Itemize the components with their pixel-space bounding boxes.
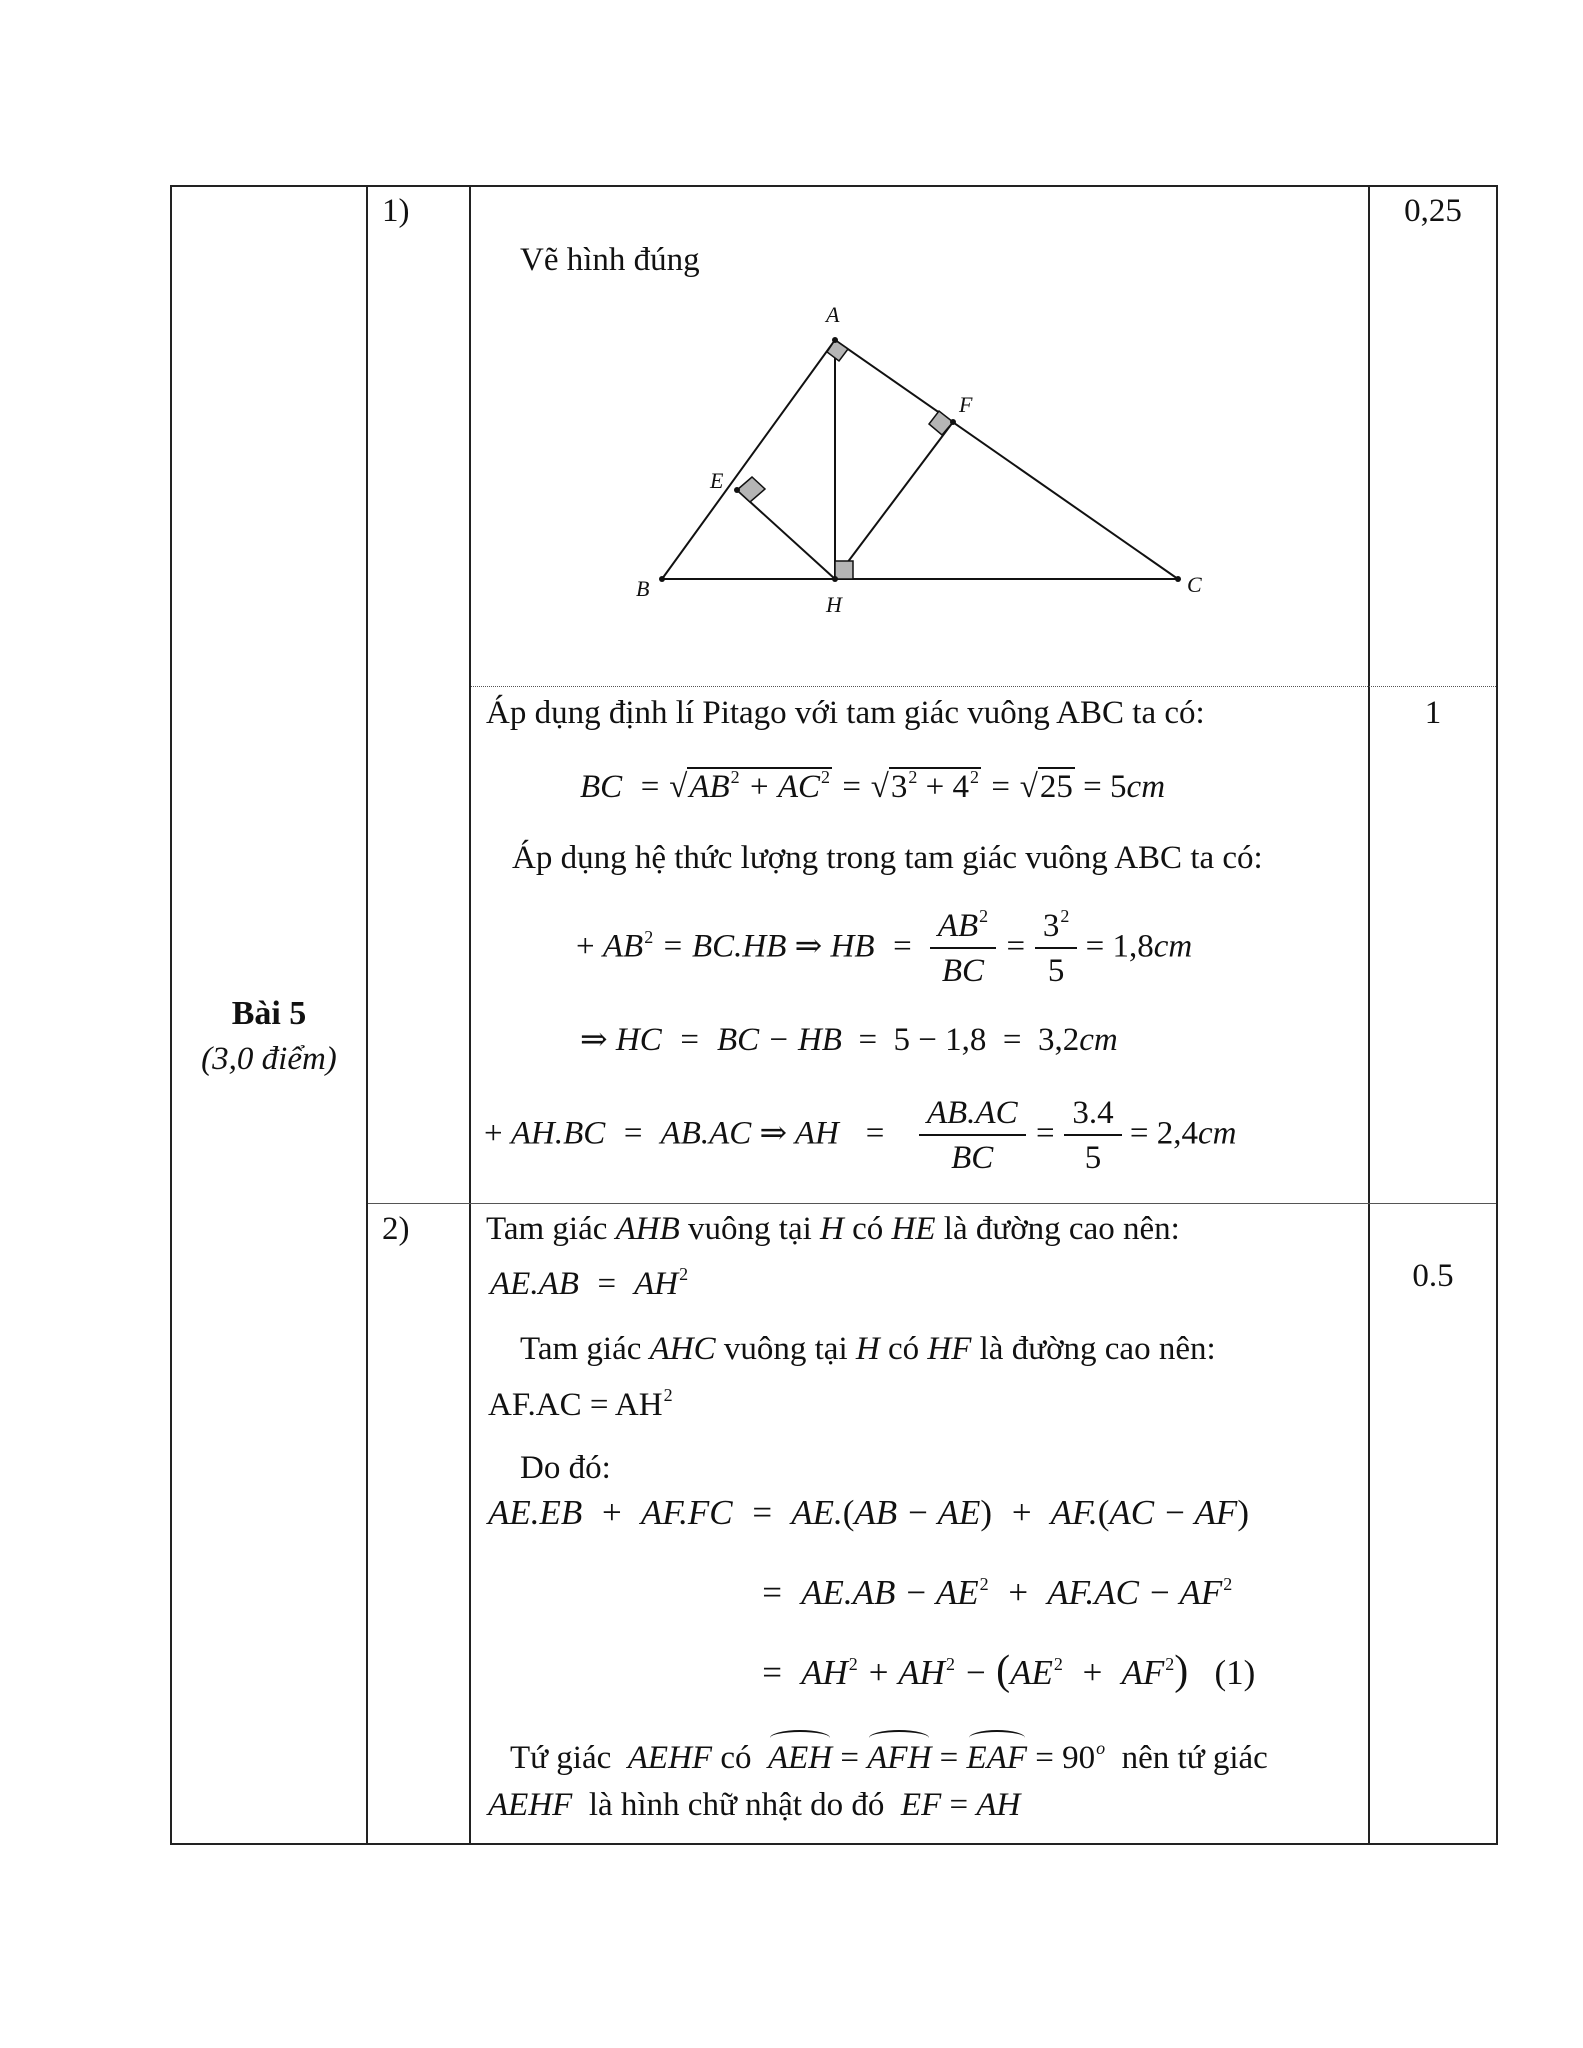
label-a: A: [826, 302, 840, 327]
right-angle-e: [737, 477, 765, 502]
draw-score: 0,25: [1404, 193, 1462, 229]
label-c: C: [1187, 572, 1202, 597]
part2-line4: $AF.AC = AH^2$: [488, 1385, 673, 1423]
column-divider-2: [469, 185, 471, 1845]
label-f: F: [959, 392, 973, 417]
right-angle-f: [929, 411, 953, 435]
label-e: E: [710, 468, 724, 493]
part1-label: 1): [382, 193, 410, 229]
problem-title: Bài 5: [231, 995, 307, 1032]
segment-he: [737, 490, 835, 579]
part2-score: 0.5: [1412, 1258, 1454, 1294]
part2-line9: Tứ giác AEHF có AEH = AFH = EAF = $90^o$ nên tứ giác: [510, 1738, 1268, 1776]
column-divider-3: [1368, 185, 1370, 1845]
part2-label: 2): [382, 1211, 410, 1247]
calc-score: 1: [1424, 695, 1442, 731]
row-divider-part2: [368, 1203, 1496, 1204]
right-angle-h: [835, 561, 853, 579]
ah-equation: + AH.BC = AB.AC ⇒ AH = $\frac{AB.AC}{BC}$ = $\frac{3.4}{5}$ = 2,4cm: [484, 1095, 1237, 1176]
column-divider-1: [366, 185, 368, 1845]
table-bottom-border: [170, 1843, 1498, 1845]
hc-equation: ⇒ HC = BC − HB = 5 − 1,8 = 3,2cm: [580, 1022, 1118, 1058]
part2-line2: $AE.AB = AH^2$: [490, 1264, 689, 1302]
row-divider-dotted: [471, 686, 1496, 687]
hb-equation: + $AB^2 = BC.HB$ ⇒ HB = $\frac{AB^2}{BC}$ = $\frac{3^2}{5}$ = 1,8cm: [576, 906, 1193, 989]
hethuc-text: Áp dụng hệ thức lượng trong tam giác vuông ABC ta có:: [512, 840, 1263, 876]
table-right-border: [1496, 185, 1498, 1845]
part2-line10: AEHF là hình chữ nhật do đó EF = AH: [488, 1787, 1021, 1823]
table-top-border: [170, 185, 1498, 187]
bc-equation: BC = $√AB^2 + AC^2 = √3^2 + 4^2 = √25 = 5cm$: [580, 767, 1166, 805]
pitago-text: Áp dụng định lí Pitago với tam giác vuông ABC ta có:: [486, 695, 1205, 731]
part2-line5: Do đó:: [520, 1450, 611, 1486]
label-h: H: [826, 592, 842, 617]
triangle-abc: [662, 340, 1178, 579]
part2-line3: Tam giác AHC vuông tại H có HF là đường cao nên:: [520, 1331, 1216, 1367]
segment-hf: [835, 422, 953, 579]
part2-line7: = $AE.AB - AE^2 + AF.AC - AF^2$: [760, 1573, 1233, 1612]
draw-text: Vẽ hình đúng: [520, 242, 700, 278]
part2-line1: Tam giác AHB vuông tại H có HE là đường cao nên:: [486, 1211, 1180, 1247]
problem-points: (3,0 điểm): [201, 1041, 337, 1077]
right-angle-a: [827, 340, 848, 361]
part2-line6: AE.EB + AF.FC = AE.(AB − AE) + AF.(AC − AF): [488, 1493, 1249, 1532]
part2-line8: = $AH^2 + AH^2 - (AE^2 + AF^2)$ (1): [760, 1648, 1256, 1694]
triangle-figure: [620, 290, 1220, 630]
label-b: B: [636, 576, 650, 601]
